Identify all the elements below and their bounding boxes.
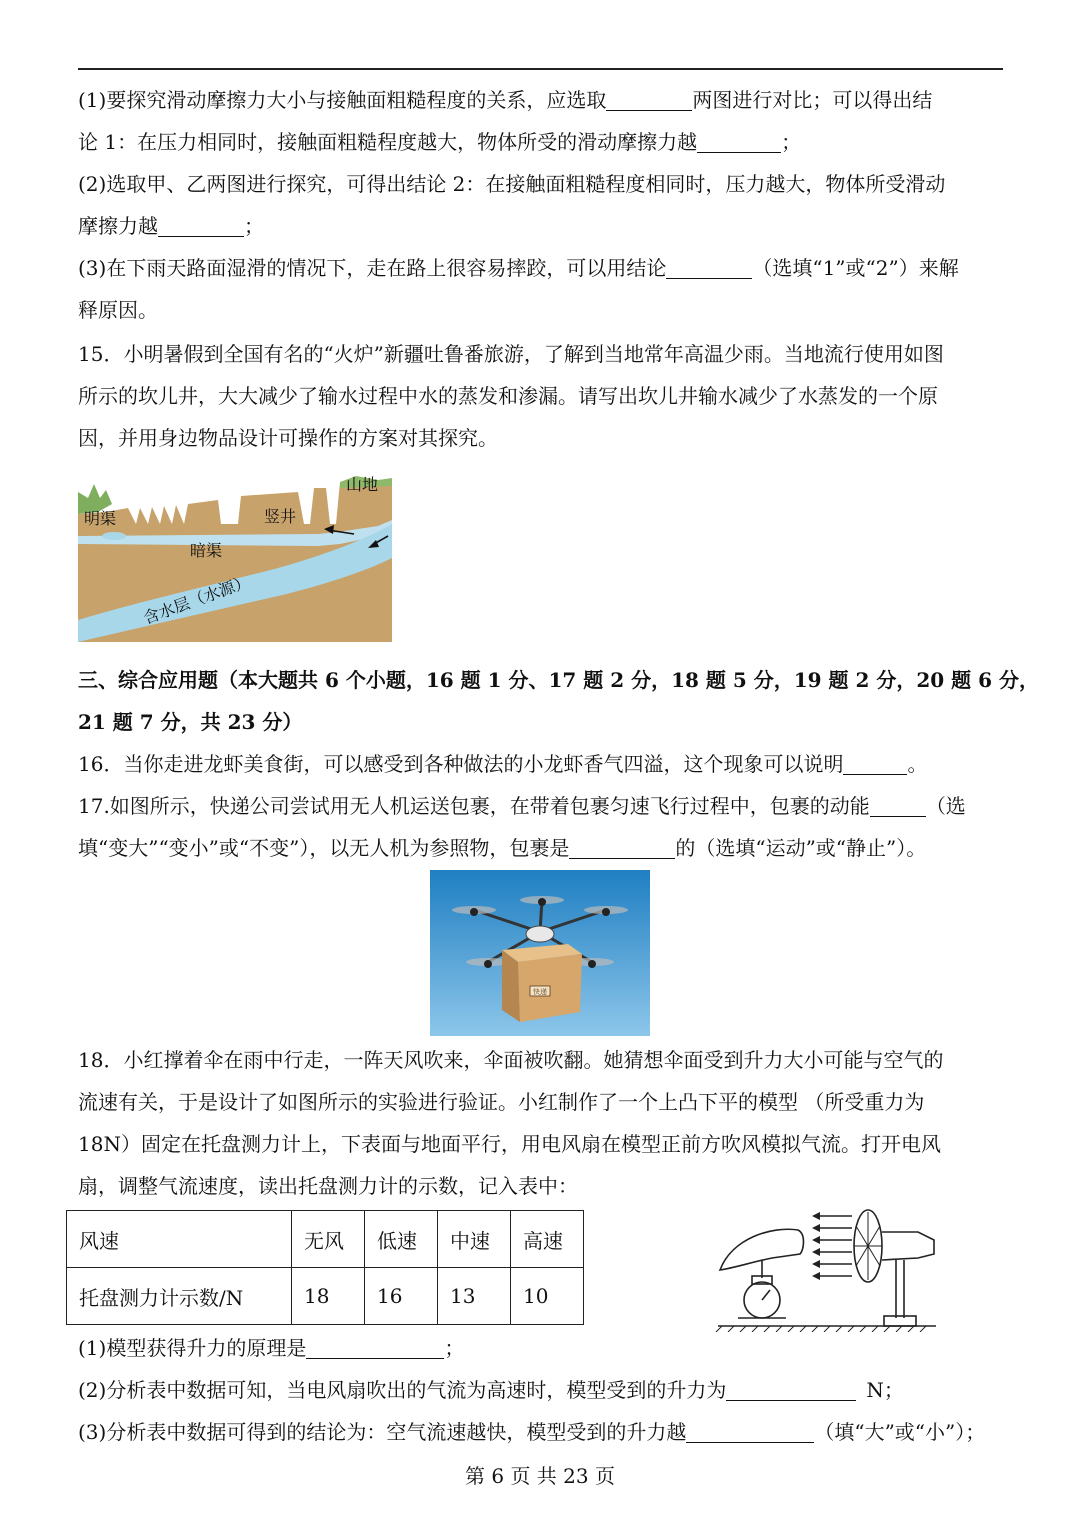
q14-part1-line2: 论 1：在压力相同时，接触面粗糙程度越大，物体所受的滑动摩擦力越 ； <box>78 130 802 154</box>
q18-line3: 18N）固定在托盘测力计上，下表面与地面平行，用电风扇在模型正前方吹风模拟气流。打开电风 <box>78 1132 941 1156</box>
q14-part1-line1: (1)要探究滑动摩擦力大小与接触面粗糙程度的关系，应选取 两图进行对比；可以得出结 <box>78 88 933 112</box>
scale-needle <box>762 1290 770 1300</box>
table-cell: 10 <box>511 1268 584 1325</box>
ground-hatching <box>716 1326 926 1332</box>
table-cell: 16 <box>365 1268 438 1325</box>
karez-diagram <box>78 474 392 642</box>
table-row-label: 托盘测力计示数/N <box>67 1268 292 1325</box>
table-header-cell: 中速 <box>438 1211 511 1268</box>
q14-part2-line1: (2)选取甲、乙两图进行探究，可得出结论 2：在接触面粗糙程度相同时，压力越大，物体所受滑动 <box>78 172 946 196</box>
page-footer: 第 6 页 共 23 页 <box>465 1464 615 1488</box>
section3-title-line2: 21 题 7 分，共 23 分） <box>78 710 303 734</box>
open-channel-water <box>102 532 126 540</box>
q14-part3-line2: 释原因。 <box>78 298 158 322</box>
label-open-channel: 明渠 <box>84 509 117 528</box>
q14-part3-line1: (3)在下雨天路面湿滑的情况下，走在路上很容易摔跤，可以用结论 （选填“1”或“2”）来解 <box>78 256 959 280</box>
data-table <box>66 1210 584 1325</box>
label-vertical-well: 竖井 <box>264 507 297 526</box>
q18-sub2: (2)分析表中数据可知，当电风扇吹出的气流为高速时，模型受到的升力为 N； <box>78 1378 904 1402</box>
q18-sub1: (1)模型获得升力的原理是 ； <box>78 1336 465 1360</box>
q15-line1: 15．小明暑假到全国有名的“火炉”新疆吐鲁番旅游，了解到当地常年高温少雨。当地流行使用如图 <box>78 342 944 366</box>
drone-figure <box>430 870 650 1036</box>
q18-line1: 18．小红撑着伞在雨中行走，一阵天风吹来，伞面被吹翻。她猜想伞面受到升力大小可能与空气的 <box>78 1048 944 1072</box>
table-row <box>67 1268 584 1325</box>
box-label-text: 快递 <box>533 988 547 996</box>
section3-title-line1: 三、综合应用题（本大题共 6 个小题，16 题 1 分、17 题 2 分，18 题 5 分，19 题 2 分，20 题 6 分， <box>78 668 1040 692</box>
q17-line1: 17.如图所示，快递公司尝试用无人机运送包裹，在带着包裹匀速飞行过程中，包裹的动能 （选 <box>78 794 966 818</box>
label-underground-channel: 暗渠 <box>190 541 223 560</box>
q16: 16．当你走进龙虾美食街，可以感受到各种做法的小龙虾香气四溢，这个现象可以说明 。 <box>78 752 928 776</box>
table-header-cell: 无风 <box>292 1211 365 1268</box>
airflow-arrowheads <box>812 1212 820 1280</box>
table-header-cell: 高速 <box>511 1211 584 1268</box>
q15-line3: 因，并用身边物品设计可操作的方案对其探究。 <box>78 426 498 450</box>
label-mountain: 山地 <box>346 475 379 494</box>
q18-line4: 扇，调整气流速度，读出托盘测力计的示数，记入表中： <box>78 1174 578 1198</box>
q17-line2: 填“变大”“变小”或“不变”），以无人机为参照物，包裹是 的（选填“运动”或“静止”）。 <box>78 836 927 860</box>
fan-base <box>884 1316 916 1326</box>
q18-sub3: (3)分析表中数据可得到的结论为：空气流速越快，模型受到的升力越 （填“大”或“小”）； <box>78 1420 986 1444</box>
label-aquifer: 含水层（水源） <box>140 571 253 628</box>
header-rule <box>78 68 1003 70</box>
table-cell: 18 <box>292 1268 365 1325</box>
fan-model-diagram <box>712 1204 942 1332</box>
table-header-cell: 风速 <box>67 1211 292 1268</box>
fan-motor-housing <box>882 1232 934 1260</box>
table-cell: 13 <box>438 1268 511 1325</box>
table-header-cell: 低速 <box>365 1211 438 1268</box>
q15-line2: 所示的坎儿井，大大减少了输水过程中水的蒸发和渗漏。请写出坎儿井输水减少了水蒸发的一个原 <box>78 384 938 408</box>
drone-body <box>526 926 554 942</box>
q18-line2: 流速有关，于是设计了如图所示的实验进行验证。小红制作了一个上凸下平的模型 （所受重力为 <box>78 1090 925 1114</box>
table-row <box>67 1211 584 1268</box>
q14-part2-line2: 摩擦力越 ； <box>78 214 264 238</box>
